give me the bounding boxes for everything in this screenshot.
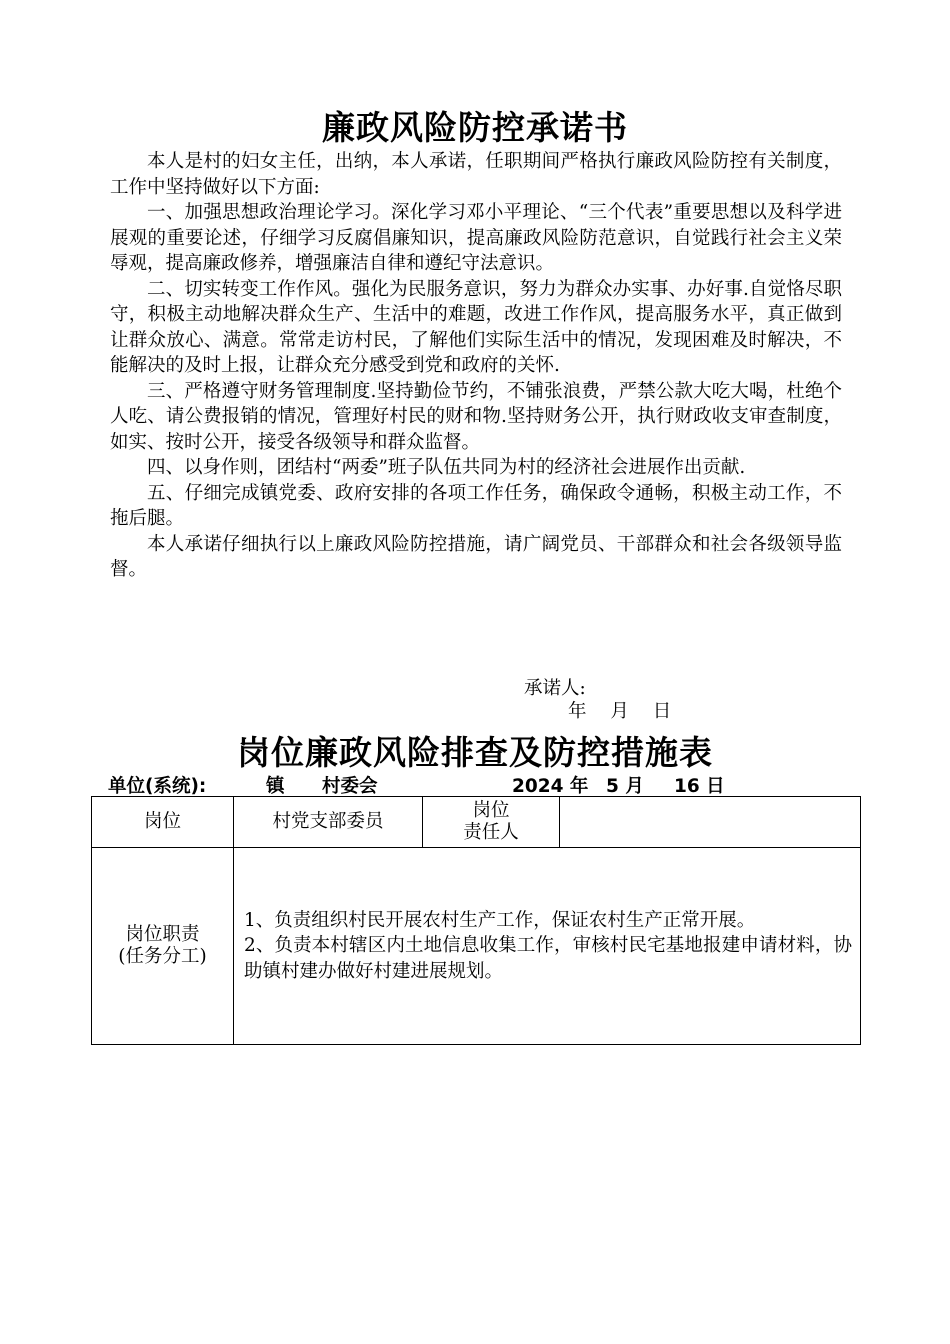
- duty-label-line: 岗位职责: [125, 924, 200, 945]
- responsible-person-value-cell: [560, 797, 861, 848]
- post-value-cell: 村党支部委员: [234, 797, 423, 848]
- post-label-cell: 岗位: [92, 797, 234, 848]
- signature-date: 年 月 日: [568, 701, 672, 722]
- unit-town: 镇: [266, 776, 285, 797]
- commitment-paragraph: 本人承诺仔细执行以上廉政风险防控措施，请广阔党员、干部群众和社会各级领导监督。: [110, 533, 842, 580]
- duty-item: 1、负责组织村民开展农村生产工作，保证农村生产正常开展。: [244, 909, 756, 931]
- duty-item: 2、负责本村辖区内土地信息收集工作，审核村民宅基地报建申请材料，协助镇村建办做好村建进展规划。: [244, 935, 852, 982]
- duty-table: [91, 796, 861, 1045]
- commitment-paragraph: 本人是村的妇女主任，出纳，本人承诺，任职期间严格执行廉政风险防控有关制度，工作中坚持做好以下方面:: [110, 151, 842, 198]
- unit-label: 单位(系统):: [108, 776, 207, 797]
- commitment-paragraph: 四、以身作则，团结村“两委”班子队伍共同为村的经济社会进展作出贡献.: [147, 457, 746, 478]
- table-row: [92, 797, 861, 848]
- duty-label-line: (任务分工): [118, 946, 207, 967]
- responsible-label-line: 责任人: [463, 822, 519, 843]
- form-title: 岗位廉政风险排查及防控措施表: [237, 733, 713, 772]
- commitment-body: [110, 149, 842, 583]
- form-year: 2024 年: [512, 776, 589, 797]
- table-row: [92, 848, 861, 1045]
- unit-committee: 村委会: [322, 776, 378, 797]
- commitment-paragraph: 三、严格遵守财务管理制度.坚持勤俭节约，不铺张浪费，严禁公款大吃大喝，杜绝个人吃、请公费报销的情况，管理好村民的财和物.坚持财务公开，执行财政收支审查制度，如实、按时公开，接受各级领导和群众监督。: [110, 380, 842, 453]
- responsible-label-line: 岗位: [472, 800, 510, 821]
- form-day: 16 日: [674, 776, 725, 797]
- responsible-person-label-cell: [423, 797, 560, 848]
- commitment-paragraph: 一、加强思想政治理论学习。深化学习邓小平理论、“三个代表”重要思想以及科学进展观的重要论述，仔细学习反腐倡廉知识，提高廉政风险防范意识，自觉践行社会主义荣辱观，提高廉政修养，增强廉洁自律和遵纪守法意识。: [110, 202, 842, 274]
- commitment-paragraph: 五、仔细完成镇党委、政府安排的各项工作任务，确保政令通畅，积极主动工作，不拖后腿。: [110, 482, 842, 529]
- duty-content-cell: [234, 848, 861, 1045]
- commitment-paragraph: 二、切实转变工作作风。强化为民服务意识，努力为群众办实事、办好事.自觉恪尽职守，积极主动地解决群众生产、生活中的难题，改进工作作风，提高服务水平，真正做到让群众放心、满意。常常走访村民，了解他们实际生活中的情况，发现困难及时解决，不能解决的及时上报，让群众充分感受到党和政府的关怀.: [110, 278, 842, 376]
- signer-label: 承诺人:: [524, 678, 586, 699]
- commitment-title: 廉政风险防控承诺书: [322, 108, 628, 147]
- form-month: 5 月: [606, 776, 644, 797]
- duty-label-cell: [92, 848, 234, 1045]
